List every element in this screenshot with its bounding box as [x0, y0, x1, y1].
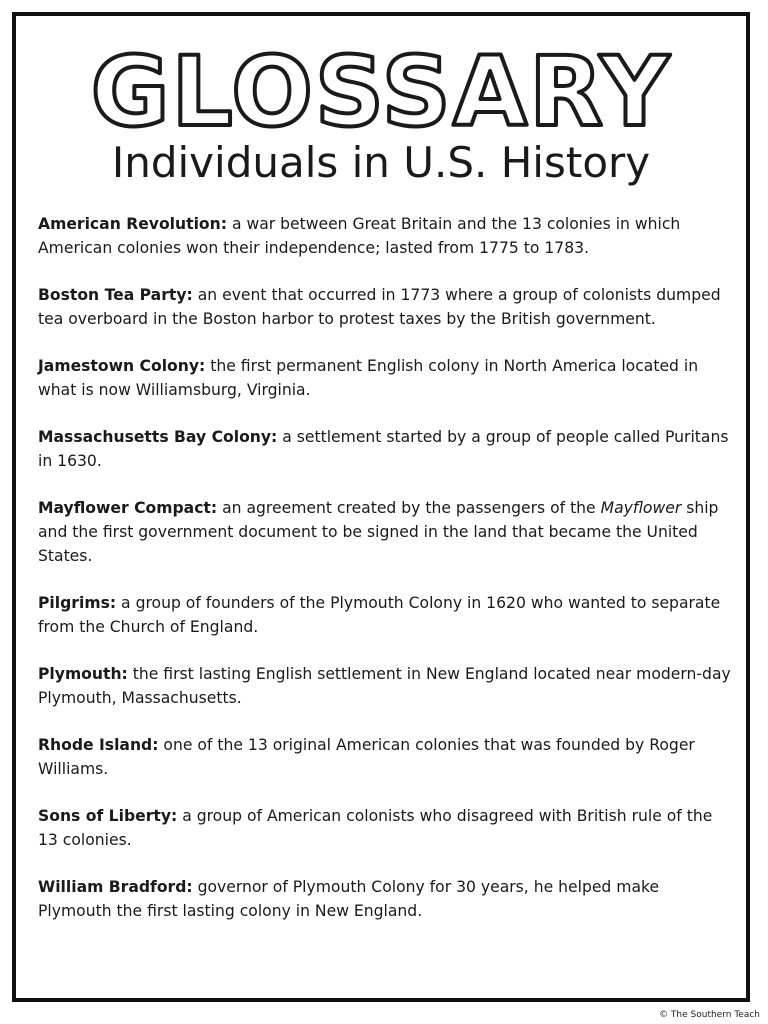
- glossary-entry: [38, 875, 734, 923]
- glossary-term: Rhode Island:: [38, 736, 159, 754]
- glossary-term: William Bradford:: [38, 878, 193, 896]
- glossary-definition: governor of Plymouth Colony for 30 years, he helped make Plymouth the first lasting colony in New England.: [38, 878, 660, 920]
- copyright-notice: © The Southern Teach: [659, 1010, 760, 1020]
- glossary-entry: [38, 804, 734, 852]
- glossary-definition: the first permanent English colony in North America located in what is now Williamsburg, Virginia.: [38, 357, 699, 399]
- page-frame: [12, 12, 750, 1002]
- glossary-entry: [38, 212, 734, 260]
- glossary-title-art: [16, 30, 746, 150]
- glossary-term: Mayflower Compact:: [38, 499, 218, 517]
- glossary-definition: an agreement created by the passengers of the: [217, 499, 601, 517]
- glossary-entry: [38, 662, 734, 710]
- glossary-entry: [38, 496, 734, 568]
- ship-name-italic: Mayflower: [600, 499, 682, 517]
- glossary-term: Sons of Liberty:: [38, 807, 178, 825]
- glossary-entry: [38, 733, 734, 781]
- glossary-entry: [38, 425, 734, 473]
- glossary-term: Jamestown Colony:: [38, 357, 206, 375]
- glossary-list: [38, 212, 734, 946]
- glossary-term: American Revolution:: [38, 215, 227, 233]
- glossary-term: Boston Tea Party:: [38, 286, 193, 304]
- page-subtitle: Individuals in U.S. History: [111, 138, 651, 187]
- glossary-definition: the first lasting English settlement in New England located near modern-day Plymouth, Massachusetts.: [38, 665, 731, 707]
- glossary-term: Plymouth:: [38, 665, 128, 683]
- glossary-definition: a group of American colonists who disagreed with British rule of the 13 colonies.: [38, 807, 713, 849]
- glossary-definition: an event that occurred in 1773 where a group of colonists dumped tea overboard in the Boston harbor to protest taxes by the British government.: [38, 286, 721, 328]
- glossary-definition: a settlement started by a group of people called Puritans in 1630.: [38, 428, 729, 470]
- glossary-title: GLOSSARY: [90, 36, 672, 148]
- glossary-definition-continued: ship and the first government document to be signed in the land that became the United States.: [38, 499, 719, 565]
- glossary-definition: a group of founders of the Plymouth Colony in 1620 who wanted to separate from the Church of England.: [38, 594, 721, 636]
- glossary-entry: [38, 591, 734, 639]
- glossary-entry: [38, 283, 734, 331]
- glossary-definition: one of the 13 original American colonies that was founded by Roger Williams.: [38, 736, 695, 778]
- glossary-entry: [38, 354, 734, 402]
- glossary-definition: a war between Great Britain and the 13 colonies in which American colonies won their independence; lasted from 1775 to 1783.: [38, 215, 681, 257]
- glossary-term: Pilgrims:: [38, 594, 117, 612]
- glossary-term: Massachusetts Bay Colony:: [38, 428, 278, 446]
